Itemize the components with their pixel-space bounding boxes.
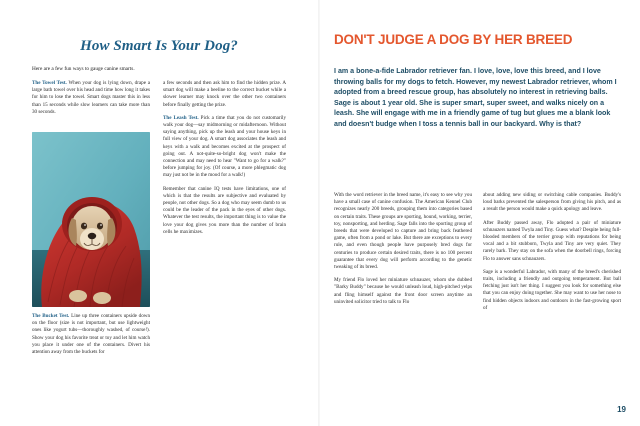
page-title: How Smart Is Your Dog? <box>80 38 238 54</box>
paragraph: After Buddy passed away, Flo adopted a pair of miniature schnauzers named Twyla and Tiny. Guess what? Despite being full-blooded members of the terrier group with reputations for being vocal and a bit stubborn, Twyla and Tiny are very quiet. They rarely bark. They stay on the sofa when the doorbell rings, forcing Flo to answer sans schnauzers. <box>483 219 621 262</box>
paragraph: With the word retriever in the breed name, it's easy to see why you have a small case of canine confusion. The American Kennel Club recognizes nearly 200 breeds, grouping them into categories based on certain traits. These groups are sporting, hound, working, terrier, toy, nonsporting, and herding. Sage falls into the sporting group of breeds that were developed to capture and bring back feathered game, often from a pond or lake. But there are exceptions to every rule, and even though people have purposely bred dogs for centuries to produce certain desired traits, there is no 100 percent guarantee that every dog will perform according to the genetic tweaking of its breed. <box>334 192 472 271</box>
paragraph: Sage is a wonderful Labrador, with many of the breed's cherished traits, including a friendly and outgoing temperament. But ball fetching just isn't her thing. I suggest you look for something else that you can enjoy doing together. She may want to use her nose to find hidden objects indoors and outdoors in the fast-growing sport of <box>483 268 621 311</box>
paragraph-body: Pick a time that you do not customarily walk your dog—say midmorning or midafternoon. Without saying anything, pick up the leash and your house keys in full view of your dog. A smart dog associates the leash and keys with a walk and becomes excited at the prospect of going out. A not-quite-so-bright dog won't make the connection and may need to hear "Want to go for a walk?" before jumping for joy. (Of course, a more phlegmatic dog may just not be in the mood for a walk!) <box>163 114 286 179</box>
left-column-one-bottom <box>32 313 150 362</box>
left-column-one-top <box>32 80 150 122</box>
paragraph <box>163 186 286 236</box>
paragraph <box>163 80 286 109</box>
right-column-two <box>483 192 621 318</box>
right-column-one <box>334 192 472 312</box>
left-column-two <box>163 80 286 242</box>
paragraph-lead-in: The Towel Test. <box>32 80 67 86</box>
article-title: DON'T JUDGE A DOG BY HER BREED <box>334 32 573 47</box>
paragraph <box>32 313 150 356</box>
paragraph-lead-in: The Leash Test. <box>163 114 199 121</box>
right-page <box>320 0 640 426</box>
page-number: 19 <box>617 405 626 414</box>
paragraph-body: a few seconds and then ask him to find the hidden prize. A smart dog will make a beeline to the correct bucket while a slower learner may knock over the other two containers before finally getting the prize. <box>163 80 286 108</box>
paragraph-body: When your dog is lying down, drape a large bath towel over his head and time how long it takes for him to lose the towel. Smart dogs master this in less than 15 seconds while slow learners can take more than 30 seconds. <box>32 80 150 115</box>
paragraph <box>32 80 150 116</box>
paragraph-body: Remember that canine IQ tests have limitations, one of which is that the results are subjective and evaluated by people, not other dogs. So a dog who may seem dumb to us could be the leader of the pack in the eyes of other dogs. Whatever the test results, the important thing is to value the love your dog gives you more than the number of brain cells he maximizes. <box>163 185 286 235</box>
paragraph: about adding new siding or switching cable companies. Buddy's loud barks prevented the salesperson from giving his pitch, and as a result the person would make a quick apology and leave. <box>483 192 621 213</box>
paragraph <box>163 115 286 180</box>
paragraph: My friend Flo loved her miniature schnauzer, whom she dubbed "Barky Buddy" because he would unleash loud, high-pitched yelps and fling himself against the front door screen anytime an uninvited solicitor tried to talk to Flo <box>334 277 472 305</box>
dog-photo-illustration <box>32 132 150 307</box>
dog-photo <box>32 132 150 307</box>
paragraph-body: Line up three containers upside down on the floor (size is not important, but use lightweight ones like yogurt tubs—thoroughly washed, of course!). Show your dog his favorite treat or toy and let him watch you place it under one of the containers. Divert his attention away from the buckets for <box>32 313 150 356</box>
intro-text: Here are a few fun ways to gauge canine smarts. <box>32 66 135 72</box>
article-deck: I am a bone-a-fide Labrador retriever fan. I love, love, love this breed, and I love throwing balls for my dogs to fetch. However, my newest Labrador retriever, whom I adopted from a breed rescue group, has absolutely no interest in retrieving balls. Sage is about 1 year old. She is super smart, super sweet, and walks nicely on a leash. She will engage with me in a friendly game of tug but glues me a blank look and doesn't budge when I toss a tennis ball in our backyard. Why is that? <box>334 67 617 128</box>
paragraph-lead-in: The Bucket Test. <box>32 313 70 319</box>
